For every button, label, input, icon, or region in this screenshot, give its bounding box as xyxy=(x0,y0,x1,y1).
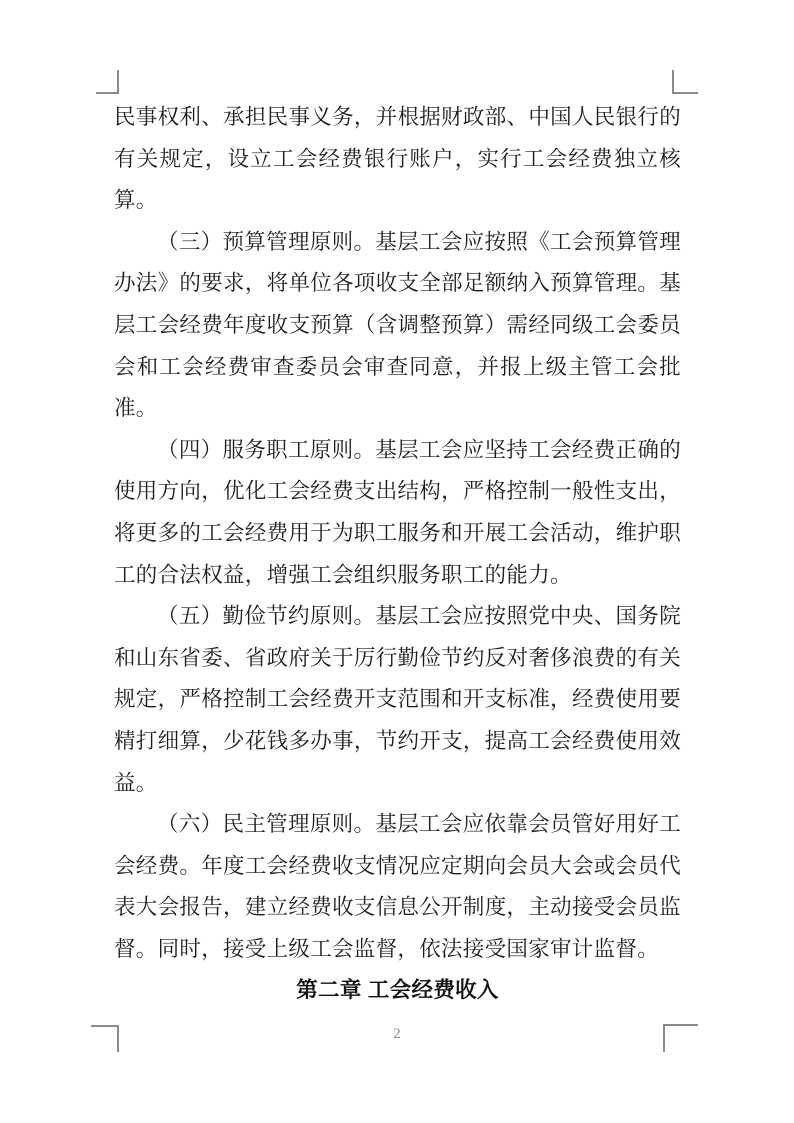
paragraph-principle-serving-workers: （四）服务职工原则。基层工会应坚持工会经费正确的使用方向，优化工会经费支出结构，严格控制一般性支出，将更多的工会经费用于为职工服务和开展工会活动，维护职工的合法权益，增强工会组织服务职工的能力。 xyxy=(114,437,681,587)
document-body xyxy=(114,97,681,1012)
paragraph-principle-thrift: （五）勤俭节约原则。基层工会应按照党中央、国务院和山东省委、省政府关于厉行勤俭节约反对奢侈浪费的有关规定，严格控制工会经费开支范围和开支标准，经费使用要精打细算，少花钱多办事，节约开支，提高工会经费使用效益。 xyxy=(114,604,681,795)
paragraph-continuation: 民事权利、承担民事义务，并根据财政部、中国人民银行的有关规定，设立工会经费银行账户，实行工会经费独立核算。 xyxy=(114,105,681,213)
paragraph-principle-budget: （三）预算管理原则。基层工会应按照《工会预算管理办法》的要求，将单位各项收支全部足额纳入预算管理。基层工会经费年度收支预算（含调整预算）需经同级工会委员会和工会经费审查委员会审查同意，并报上级主管工会批准。 xyxy=(114,229,681,421)
paragraph-principle-democratic-management: （六）民主管理原则。基层工会应依靠会员管好用好工会经费。年度工会经费收支情况应定期向会员大会或会员代表大会报告，建立经费收支信息公开制度，主动接受会员监督。同时，接受上级工会监督，依法接受国家审计监督。 xyxy=(114,812,681,961)
chapter-heading: 第二章 工会经费收入 xyxy=(296,978,499,1003)
page-number: 2 xyxy=(393,1026,401,1042)
crop-mark-top-left xyxy=(96,70,119,94)
crop-mark-top-right xyxy=(672,70,698,94)
